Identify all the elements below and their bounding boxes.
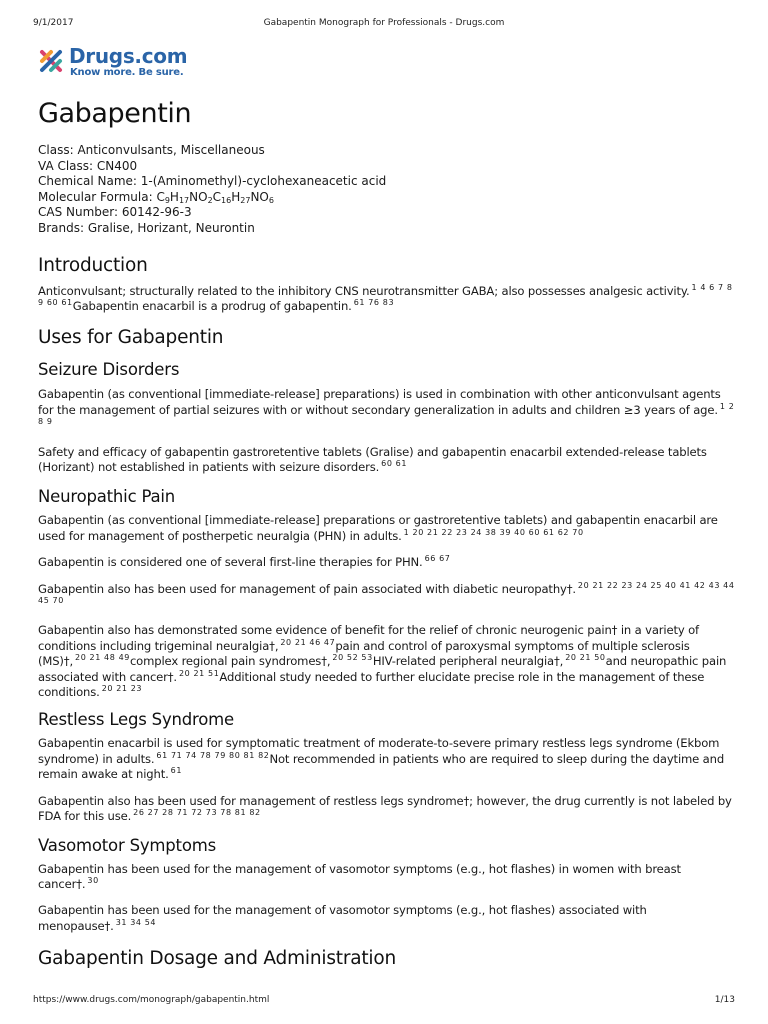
section-title-uses: Uses for Gabapentin <box>38 327 224 349</box>
subsection-title-vasomotor: Vasomotor Symptoms <box>38 835 216 855</box>
seizure-paragraph-2: Safety and efficacy of gabapentin gastroretentive tablets (Gralise) and gabapentin enacarbil extended-release tablets (Horizant) not established in patients with seizure disorders. $^{60 61}$ <box>38 444 707 474</box>
neuropathic-paragraph-3: Gabapentin also has been used for management of pain associated with diabetic neuropathy†. $^{20 21 22 23 24 25 40 41 42 43 44 45 70}$ <box>38 580 735 606</box>
vasomotor-paragraph-2: Gabapentin has been used for the management of vasomotor symptoms (e.g., hot flashes) associated with menopause†. $^{31 34 54}$ <box>38 903 647 933</box>
meta-chemical-name: Chemical Name: 1-(Aminomethyl)-cyclohexaneacetic acid <box>38 174 387 189</box>
neuropathic-paragraph-2: Gabapentin is considered one of several first-line therapies for PHN. $^{66 67}$ <box>38 554 451 570</box>
monograph-content <box>38 98 735 969</box>
drugs-com-logo[interactable] <box>36 44 186 84</box>
section-title-dosage: Gabapentin Dosage and Administration <box>38 948 397 970</box>
subsection-title-restless-legs: Restless Legs Syndrome <box>38 710 234 730</box>
restless-legs-paragraph-1: Gabapentin enacarbil is used for symptomatic treatment of moderate-to-severe primary restless legs syndrome (Ekbom syndrome) in adults. $^{61 71 74 78 79 80 81 82}$Not recommended in patients who are required to sleep during the daytime and remain awake at night. $^{61}$ <box>38 736 725 782</box>
meta-va-class: VA Class: CN400 <box>38 158 138 173</box>
print-title: Gabapentin Monograph for Professionals - Drugs.com <box>263 18 505 28</box>
subsection-title-seizure: Seizure Disorders <box>38 360 180 380</box>
print-footer <box>33 995 735 1007</box>
vasomotor-paragraph-1: Gabapentin has been used for the management of vasomotor symptoms (e.g., hot flashes) in women with breast cancer†. $^{30}$ <box>38 861 681 891</box>
page-url[interactable]: https://www.drugs.com/monograph/gabapentin.html <box>33 995 270 1005</box>
intro-paragraph: Anticonvulsant; structurally related to the inhibitory CNS neurotransmitter GABA; also possesses analgesic activity. $^{1 4 6 7 8 9 60 61}$Gabapentin enacarbil is a prodrug of gabapentin. $^{61 76 83}$ <box>38 282 733 313</box>
print-date: 9/1/2017 <box>33 18 74 28</box>
print-header <box>33 18 735 30</box>
logo-name: Drugs.com <box>69 44 188 68</box>
logo-tagline: Know more. Be sure. <box>70 67 184 78</box>
neuropathic-paragraph-1: Gabapentin (as conventional [immediate-release] preparations or gastroretentive tablets) and gabapentin enacarbil are used for management of postherpetic neuralgia (PHN) in adults. $^{1 20 21 22 23 24 38 39 40 60 61 62 70}$ <box>38 513 718 543</box>
section-title-introduction: Introduction <box>38 254 148 276</box>
seizure-paragraph-1: Gabapentin (as conventional [immediate-release] preparations) is used in combination with other anticonvulsant agents for the management of partial seizures with or without secondary generalization in adults and children ≥3 years of age. $^{1 2 8 9}$ <box>38 387 735 427</box>
meta-molecular-formula: Molecular Formula: $C_9H_{17}NO_2C_{16}H_{27}NO_6$ <box>38 189 274 205</box>
neuropathic-paragraph-4: Gabapentin also has demonstrated some evidence of benefit for the relief of chronic neurogenic pain† in a variety of conditions including trigeminal neuralgia†, $^{20 21 46 47}$pain and control of paroxysmal symptoms of multiple sclerosis (MS)†, $^{20 21 48 49}$complex regional pain syndromes†, $^{20 52 53}$HIV-related peripheral neuralgia†, $^{20 21 50}$and neuropathic pain associated with cancer†. $^{20 21 51}$Additional study needed to further elucidate precise role in the management of these conditions. $^{20 21 23}$ <box>38 623 727 700</box>
restless-legs-paragraph-2: Gabapentin also has been used for management of restless legs syndrome†; however, the drug currently is not labeled by FDA for this use. $^{26 27 28 71 72 73 78 81 82}$ <box>38 793 732 824</box>
page-title: Gabapentin <box>38 98 192 129</box>
meta-cas-number: CAS Number: 60142-96-3 <box>38 205 192 220</box>
logo-icon <box>36 46 66 76</box>
subsection-title-neuropathic: Neuropathic Pain <box>38 487 176 507</box>
meta-class: Class: Anticonvulsants, Miscellaneous <box>38 143 265 157</box>
meta-brands: Brands: Gralise, Horizant, Neurontin <box>38 220 255 235</box>
page-number: 1/13 <box>714 995 735 1005</box>
drug-meta <box>38 143 735 237</box>
